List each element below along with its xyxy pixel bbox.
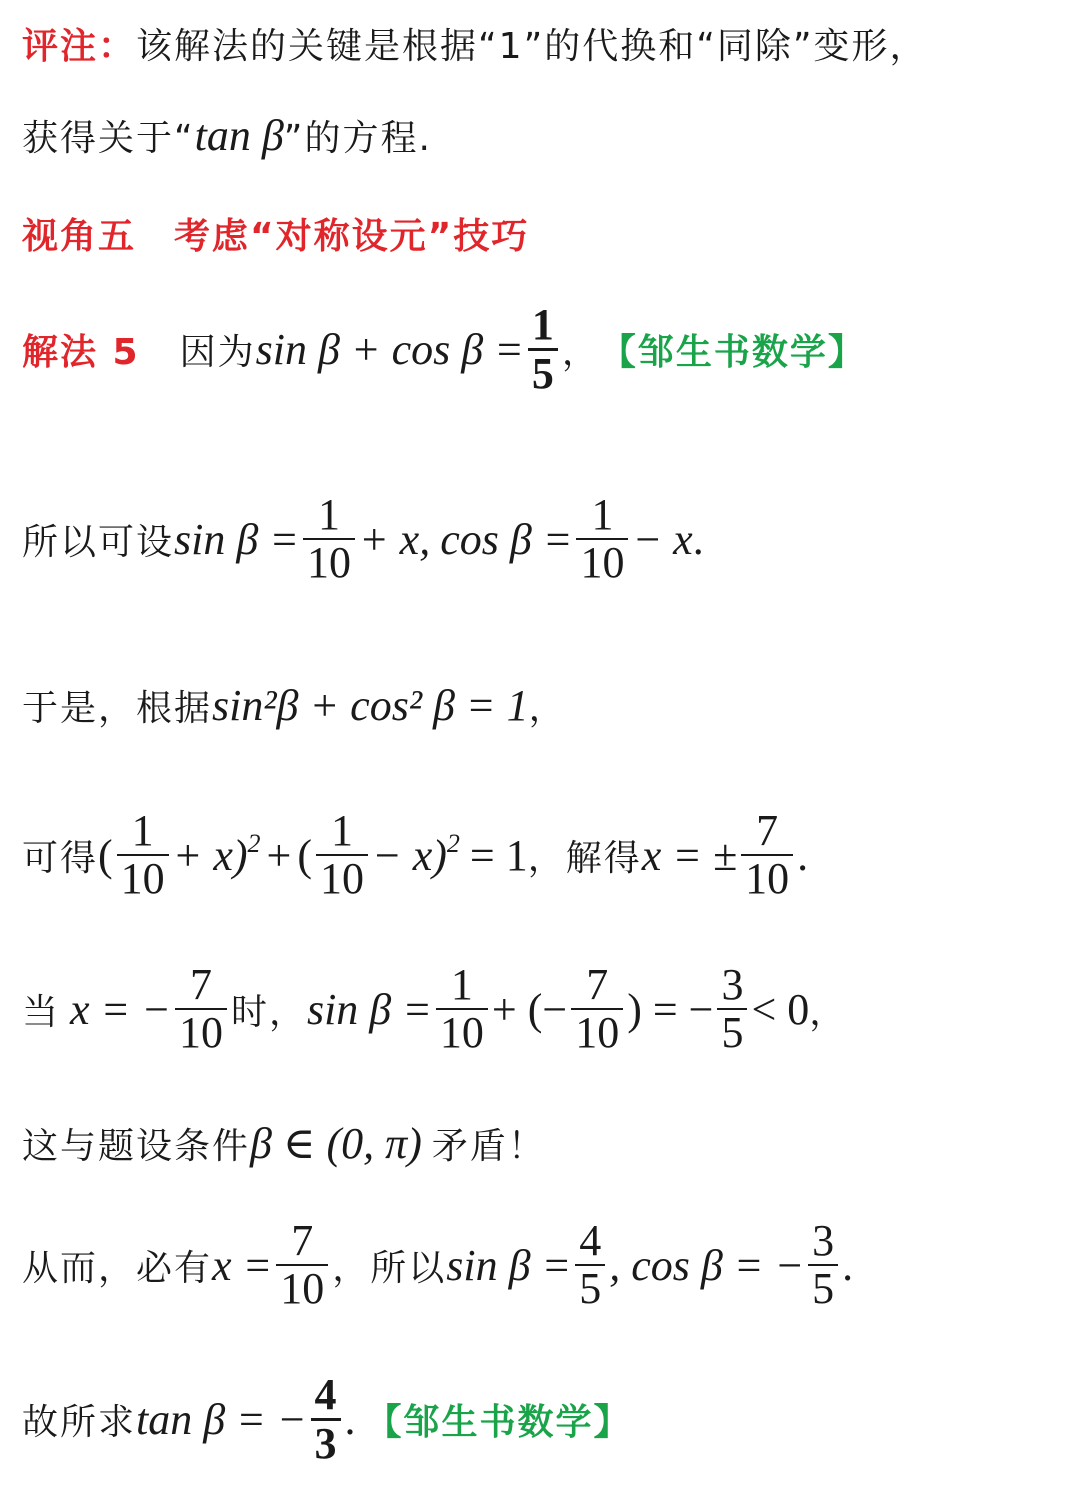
- step6-end: .: [842, 1240, 854, 1290]
- fraction-denominator: 10: [276, 1264, 328, 1312]
- fraction-denominator: 5: [528, 348, 558, 397]
- step6-so: ，所以: [332, 1247, 447, 1289]
- step6-sin: sin β =: [446, 1240, 572, 1290]
- step4-frac-3: [571, 962, 623, 1056]
- step1-frac-1: [303, 492, 355, 586]
- comment-text-2b: ”的方程.: [283, 118, 432, 159]
- step6-frac-3: [808, 1218, 838, 1312]
- fraction-numerator: 1: [531, 300, 554, 349]
- fraction-denominator: 10: [576, 538, 628, 586]
- fraction-denominator: 10: [316, 854, 368, 902]
- fraction-denominator: 3: [311, 1418, 341, 1467]
- step6-frac-2: [575, 1218, 605, 1312]
- step1-minus-x: − x: [632, 514, 693, 564]
- step4-end: ，: [809, 991, 848, 1033]
- step4-frac-1: [175, 962, 227, 1056]
- step5-text-b: 矛盾！: [431, 1126, 546, 1167]
- fraction-numerator: 4: [579, 1216, 602, 1265]
- comment-text-2a: 获得关于“: [22, 118, 195, 159]
- comment-text-1: 该解法的关键是根据“1”的代换和“同除”变形，: [136, 26, 928, 67]
- fraction-numerator: 3: [721, 960, 744, 1009]
- step1-end: .: [692, 514, 704, 564]
- fraction-denominator: 10: [571, 1008, 623, 1056]
- step4-x-eq: x = −: [70, 984, 171, 1034]
- step-5: [22, 1118, 1072, 1169]
- step3-x-eq: x = ±: [641, 830, 738, 880]
- step1-frac-2: [576, 492, 628, 586]
- method-label: 解法 5: [22, 332, 140, 374]
- step4-text: 当: [22, 991, 61, 1033]
- fraction-denominator: 10: [303, 538, 355, 586]
- comment-line-1: [22, 18, 1072, 69]
- final-end: .: [344, 1395, 356, 1445]
- fraction-numerator: 7: [291, 1216, 314, 1265]
- method-fraction: [528, 302, 558, 397]
- step6-text: 从而，必有: [22, 1247, 213, 1289]
- step1-text: 所以可设: [22, 521, 175, 563]
- final-line: [22, 1372, 1072, 1467]
- method-comma: ，: [561, 332, 600, 374]
- step1-plus-x: + x,: [358, 514, 431, 564]
- step3-solve: ，解得: [527, 837, 642, 879]
- comment-label: 评注：: [22, 26, 137, 67]
- fraction-numerator: 4: [314, 1370, 337, 1419]
- step2-eq: sin²β + cos² β = 1: [212, 681, 529, 730]
- step2-end: ，: [528, 688, 567, 729]
- fraction-denominator: 5: [808, 1264, 838, 1312]
- section-heading: [22, 208, 1072, 259]
- brand-tag: 【邹生书数学】: [599, 332, 866, 374]
- step-4: 当 x = − $\frac{7}{10}$ 时， sin β = $\frac{1}{10}$ + (− $\frac{7}{10}$ ) = − $\frac{3}{5}$ < 0 ，: [22, 960, 848, 1058]
- fraction-denominator: 5: [575, 1264, 605, 1312]
- step3-end: .: [797, 830, 809, 880]
- step4-sin: sin β =: [306, 984, 432, 1034]
- step3-frac-2: [316, 808, 368, 902]
- step4-frac-4: [717, 962, 747, 1056]
- step4-lt: < 0: [751, 984, 810, 1034]
- method-intro: 因为: [179, 332, 256, 374]
- step6-frac-1: [276, 1218, 328, 1312]
- step6-cos: , cos β = −: [609, 1240, 805, 1290]
- step3-text: 可得: [22, 837, 99, 879]
- step5-text-a: 这与题设条件: [22, 1126, 251, 1167]
- step6-x-eq: x =: [212, 1240, 273, 1290]
- comment-math: tan β: [194, 111, 284, 160]
- fraction-denominator: 10: [741, 854, 793, 902]
- step1-cos: cos β =: [440, 514, 573, 564]
- step1-sin: sin β =: [174, 514, 299, 564]
- method-eq: sin β + cos β =: [255, 325, 524, 375]
- final-fraction: [311, 1372, 341, 1467]
- step5-math: β ∈ (0, π): [250, 1119, 422, 1168]
- fraction-numerator: 1: [331, 806, 354, 855]
- fraction-numerator: 1: [450, 960, 473, 1009]
- step-1: [22, 492, 1072, 586]
- final-text: 故所求: [22, 1402, 137, 1444]
- section-heading-text: 视角五 考虑“对称设元”技巧: [22, 216, 530, 257]
- fraction-numerator: 1: [317, 490, 340, 539]
- fraction-numerator: 7: [756, 806, 779, 855]
- step-6: [22, 1218, 1072, 1312]
- fraction-denominator: 10: [436, 1008, 488, 1056]
- step-3: 可得 ( $\frac{1}{10}$ + x)$^2$ + ( $\frac{1}{10}$ − x)$^2$ = 1 ，解得 x = ± $\frac{7}{10}$ .: [22, 806, 809, 904]
- fraction-numerator: 3: [812, 1216, 835, 1265]
- step4-when: 时，: [230, 991, 307, 1033]
- fraction-denominator: 10: [175, 1008, 227, 1056]
- step3-frac-1: [117, 808, 169, 902]
- fraction-numerator: 7: [189, 960, 212, 1009]
- step3-rhs: = 1: [469, 830, 528, 880]
- fraction-denominator: 5: [717, 1008, 747, 1056]
- step2-text: 于是，根据: [22, 688, 213, 729]
- method-line: [22, 302, 1072, 397]
- step3-frac-3: [741, 808, 793, 902]
- step-2: [22, 680, 1072, 731]
- brand-tag-final: 【邹生书数学】: [365, 1402, 632, 1444]
- fraction-numerator: 1: [591, 490, 614, 539]
- fraction-denominator: 10: [117, 854, 169, 902]
- fraction-numerator: 7: [586, 960, 609, 1009]
- fraction-numerator: 1: [131, 806, 154, 855]
- final-eq: tan β = −: [136, 1395, 307, 1445]
- comment-line-2: [22, 110, 1072, 161]
- step4-frac-2: [436, 962, 488, 1056]
